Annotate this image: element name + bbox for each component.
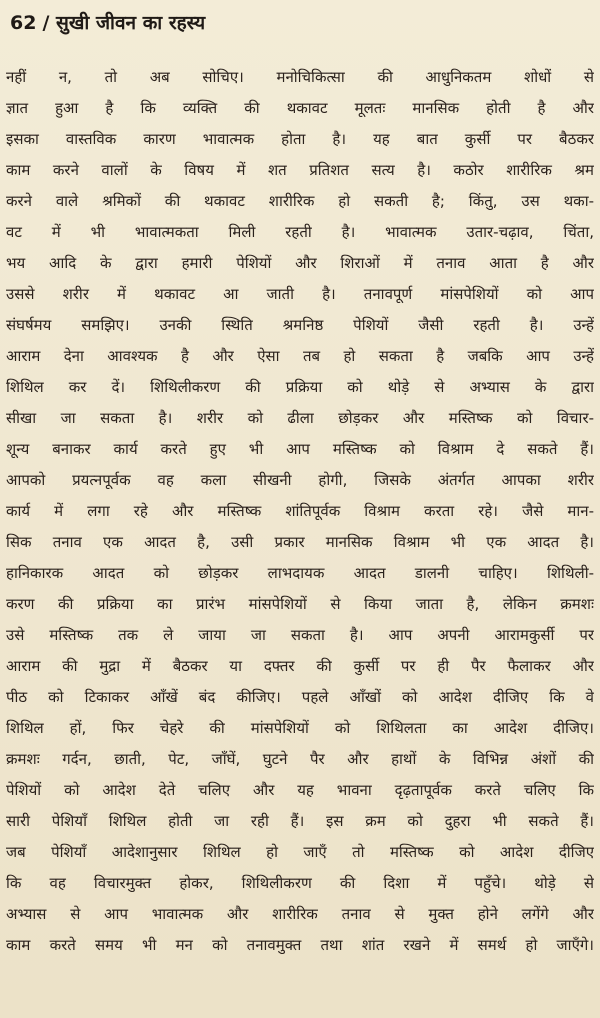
text-line: काम करने वालों के विषय में शत प्रतिशत सत्य है। कठोर शारीरिक श्रम — [6, 161, 594, 179]
header-separator: / — [42, 12, 50, 34]
text-line: इसका वास्तविक कारण भावात्मक होता है। यह बात कुर्सी पर बैठकर — [6, 130, 594, 148]
text-line: आपको प्रयत्नपूर्वक वह कला सीखनी होगी, जिसके अंतर्गत आपका शरीर — [6, 471, 594, 489]
text-line: शिथिल कर दें। शिथिलीकरण की प्रक्रिया को थोड़े से अभ्यास के द्वारा — [6, 378, 594, 396]
page-header — [10, 6, 590, 40]
text-line: नहीं न, तो अब सोचिए। मनोचिकित्सा की आधुनिकतम शोधों से — [6, 68, 594, 86]
text-line: उससे शरीर में थकावट आ जाती है। तनावपूर्ण मांसपेशियों को आप — [6, 285, 594, 303]
text-line: हानिकारक आदत को छोड़कर लाभदायक आदत डालनी चाहिए। शिथिली- — [6, 564, 594, 582]
text-line: कि वह विचारमुक्त होकर, शिथिलीकरण की दिशा में पहुँचे। थोड़े से — [6, 874, 594, 892]
text-line: वट में भी भावात्मकता मिली रहती है। भावात्मक उतार-चढ़ाव, चिंता, — [6, 223, 594, 241]
text-line: सीखा जा सकता है। शरीर को ढीला छोड़कर और मस्तिष्क को विचार- — [6, 409, 594, 427]
text-line: भय आदि के द्वारा हमारी पेशियों और शिराओं में तनाव आता है और — [6, 254, 594, 272]
text-line: अभ्यास से आप भावात्मक और शारीरिक तनाव से मुक्त होने लगेंगे और — [6, 905, 594, 923]
text-line: क्रमशः गर्दन, छाती, पेट, जाँघें, घुटने पैर और हाथों के विभिन्न अंशों की — [6, 750, 594, 768]
body-text — [6, 62, 594, 961]
book-title: सुखी जीवन का रहस्य — [56, 12, 206, 34]
text-line: करण की प्रक्रिया का प्रारंभ मांसपेशियों से किया जाता है, लेकिन क्रमशः — [6, 595, 594, 613]
text-line: पेशियों को आदेश देते चलिए और यह भावना दृढ़तापूर्वक करते चलिए कि — [6, 781, 594, 799]
text-line: शिथिल हों, फिर चेहरे की मांसपेशियों को शिथिलता का आदेश दीजिए। — [6, 719, 594, 737]
page-number: 62 — [10, 12, 37, 34]
text-line: कार्य में लगा रहे और मस्तिष्क शांतिपूर्वक विश्राम करता रहे। जैसे मान- — [6, 502, 594, 520]
text-line: पीठ को टिकाकर आँखें बंद कीजिए। पहले आँखों को आदेश दीजिए कि वे — [6, 688, 594, 706]
text-line: सारी पेशियाँ शिथिल होती जा रही हैं। इस क्रम को दुहरा भी सकते हैं। — [6, 812, 594, 830]
text-line: सिक तनाव एक आदत है, उसी प्रकार मानसिक विश्राम भी एक आदत है। — [6, 533, 594, 551]
text-line: संघर्षमय समझिए। उनकी स्थिति श्रमनिष्ठ पेशियों जैसी रहती है। उन्हें — [6, 316, 594, 334]
text-line: आराम देना आवश्यक है और ऐसा तब हो सकता है जबकि आप उन्हें — [6, 347, 594, 365]
text-line: आराम की मुद्रा में बैठकर या दफ्तर की कुर्सी पर ही पैर फैलाकर और — [6, 657, 594, 675]
text-line: जब पेशियाँ आदेशानुसार शिथिल हो जाएँ तो मस्तिष्क को आदेश दीजिए — [6, 843, 594, 861]
text-line: करने वाले श्रमिकों की थकावट शारीरिक हो सकती है; किंतु, उस थका- — [6, 192, 594, 210]
text-line: काम करते समय भी मन को तनावमुक्त तथा शांत रखने में समर्थ हो जाएँगे। — [6, 936, 594, 954]
text-line: ज्ञात हुआ है कि व्यक्ति की थकावट मूलतः मानसिक होती है और — [6, 99, 594, 117]
text-line: उसे मस्तिष्क तक ले जाया जा सकता है। आप अपनी आरामकुर्सी पर — [6, 626, 594, 644]
text-line: शून्य बनाकर कार्य करते हुए भी आप मस्तिष्क को विश्राम दे सकते हैं। — [6, 440, 594, 458]
